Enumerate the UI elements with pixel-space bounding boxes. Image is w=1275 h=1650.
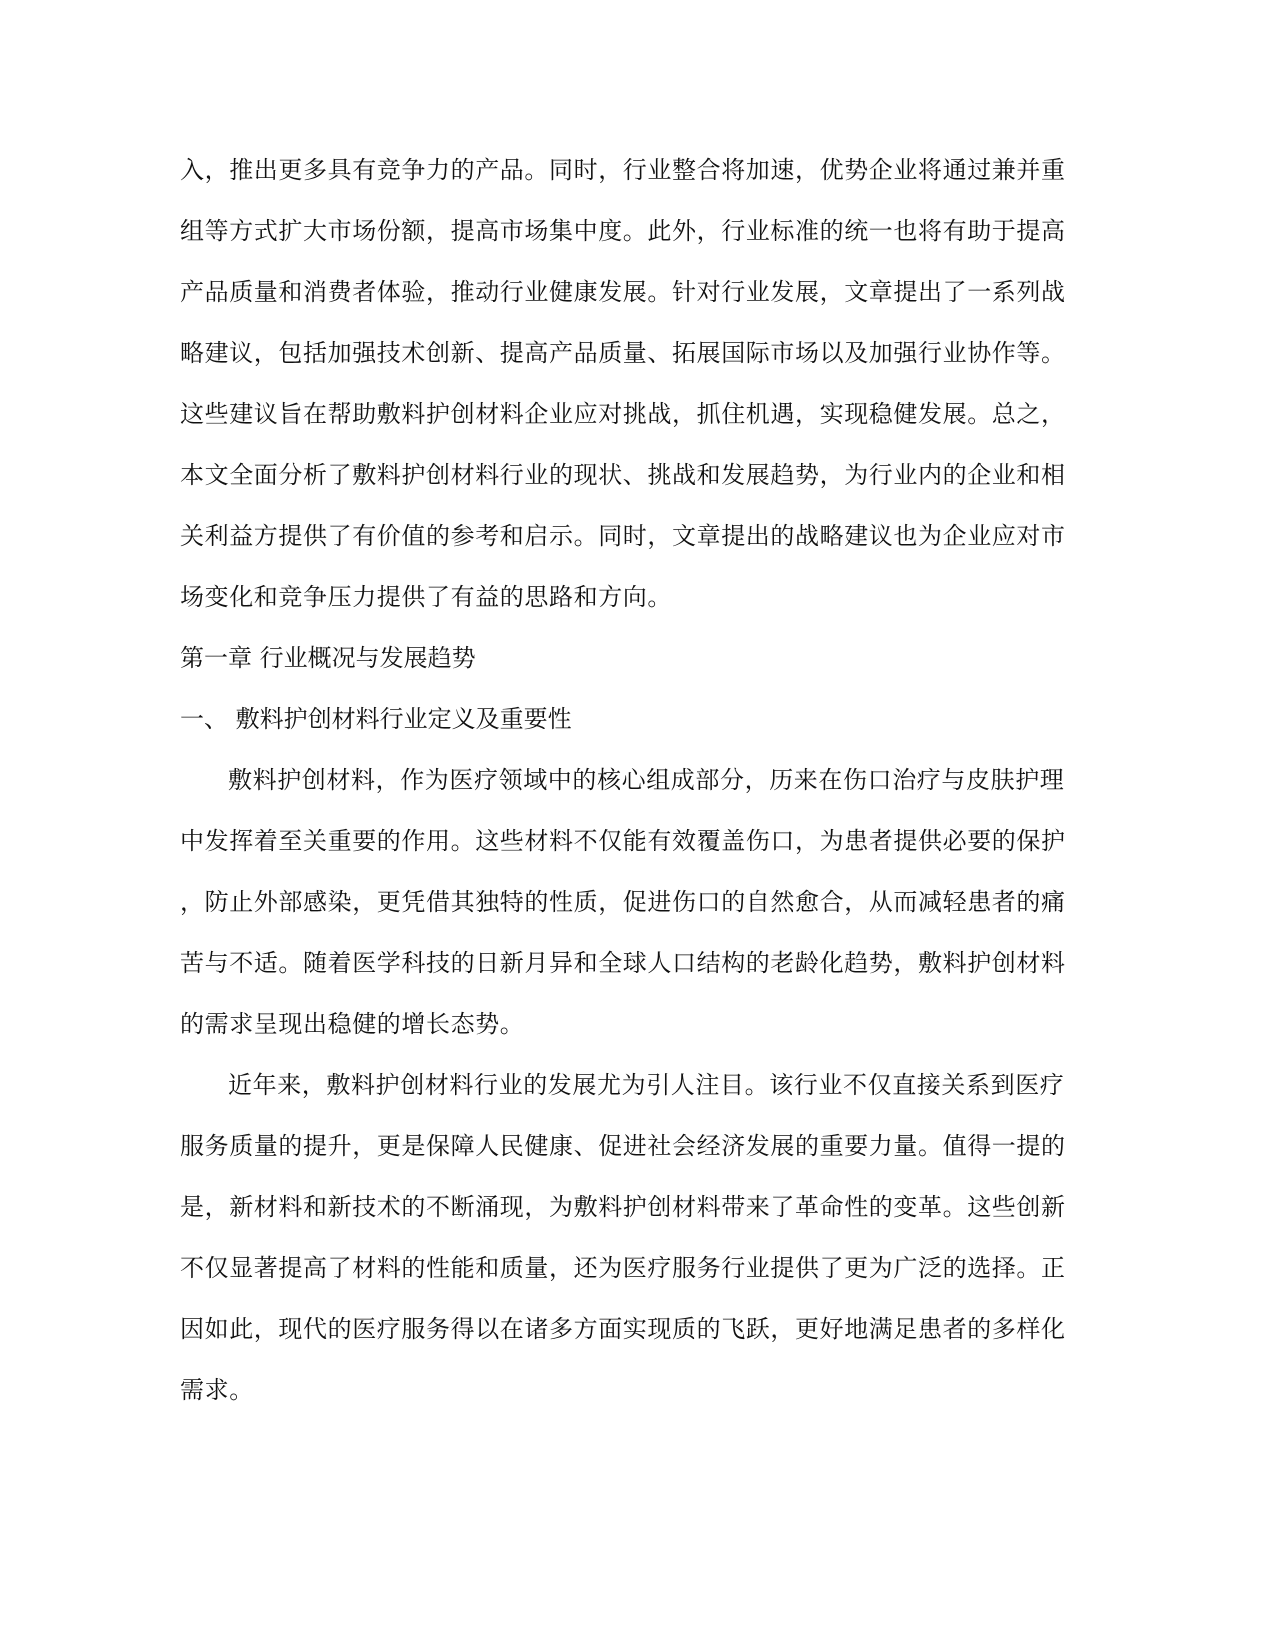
- text-line: 组等方式扩大市场份额，提高市场集中度。此外，行业标准的统一也将有助于提高: [180, 217, 1066, 245]
- text-line: 这些建议旨在帮助敷料护创材料企业应对挑战，抓住机遇，实现稳健发展。总之，: [180, 400, 1066, 428]
- text-line: 略建议，包括加强技术创新、提高产品质量、拓展国际市场以及加强行业协作等。: [180, 339, 1066, 367]
- text-line: 的需求呈现出稳健的增长态势。: [180, 1010, 525, 1038]
- text-line: 是，新材料和新技术的不断涌现，为敷料护创材料带来了革命性的变革。这些创新: [180, 1193, 1066, 1221]
- text-line: 场变化和竞争压力提供了有益的思路和方向。: [180, 583, 672, 611]
- text-line: 敷料护创材料，作为医疗领域中的核心组成部分，历来在伤口治疗与皮肤护理: [228, 766, 1065, 794]
- section-title: 一、 敷料护创材料行业定义及重要性: [180, 705, 572, 733]
- text-line: 中发挥着至关重要的作用。这些材料不仅能有效覆盖伤口，为患者提供必要的保护: [180, 827, 1066, 855]
- text-line: 服务质量的提升，更是保障人民健康、促进社会经济发展的重要力量。值得一提的: [180, 1132, 1066, 1160]
- text-line: 入，推出更多具有竞争力的产品。同时，行业整合将加速，优势企业将通过兼并重: [180, 156, 1066, 184]
- text-line: ，防止外部感染，更凭借其独特的性质，促进伤口的自然愈合，从而减轻患者的痛: [180, 888, 1066, 916]
- text-line: 关利益方提供了有价值的参考和启示。同时，文章提出的战略建议也为企业应对市: [180, 522, 1066, 550]
- intro-paragraph: [180, 140, 1066, 628]
- text-line: 本文全面分析了敷料护创材料行业的现状、挑战和发展趋势，为行业内的企业和相: [180, 461, 1066, 489]
- text-line: 近年来，敷料护创材料行业的发展尤为引人注目。该行业不仅直接关系到医疗: [228, 1071, 1065, 1099]
- text-line: 产品质量和消费者体验，推动行业健康发展。针对行业发展，文章提出了一系列战: [180, 278, 1066, 306]
- text-line: 不仅显著提高了材料的性能和质量，还为医疗服务行业提供了更为广泛的选择。正: [180, 1254, 1066, 1282]
- chapter-title: 第一章 行业概况与发展趋势: [180, 644, 476, 672]
- body-paragraph-1: [180, 750, 1066, 1055]
- text-line: 需求。: [180, 1376, 254, 1404]
- document-body: [180, 140, 1066, 1421]
- text-line: 苦与不适。随着医学科技的日新月异和全球人口结构的老龄化趋势，敷料护创材料: [180, 949, 1066, 977]
- text-line: 因如此，现代的医疗服务得以在诸多方面实现质的飞跃，更好地满足患者的多样化: [180, 1315, 1066, 1343]
- body-paragraph-2: [180, 1055, 1066, 1421]
